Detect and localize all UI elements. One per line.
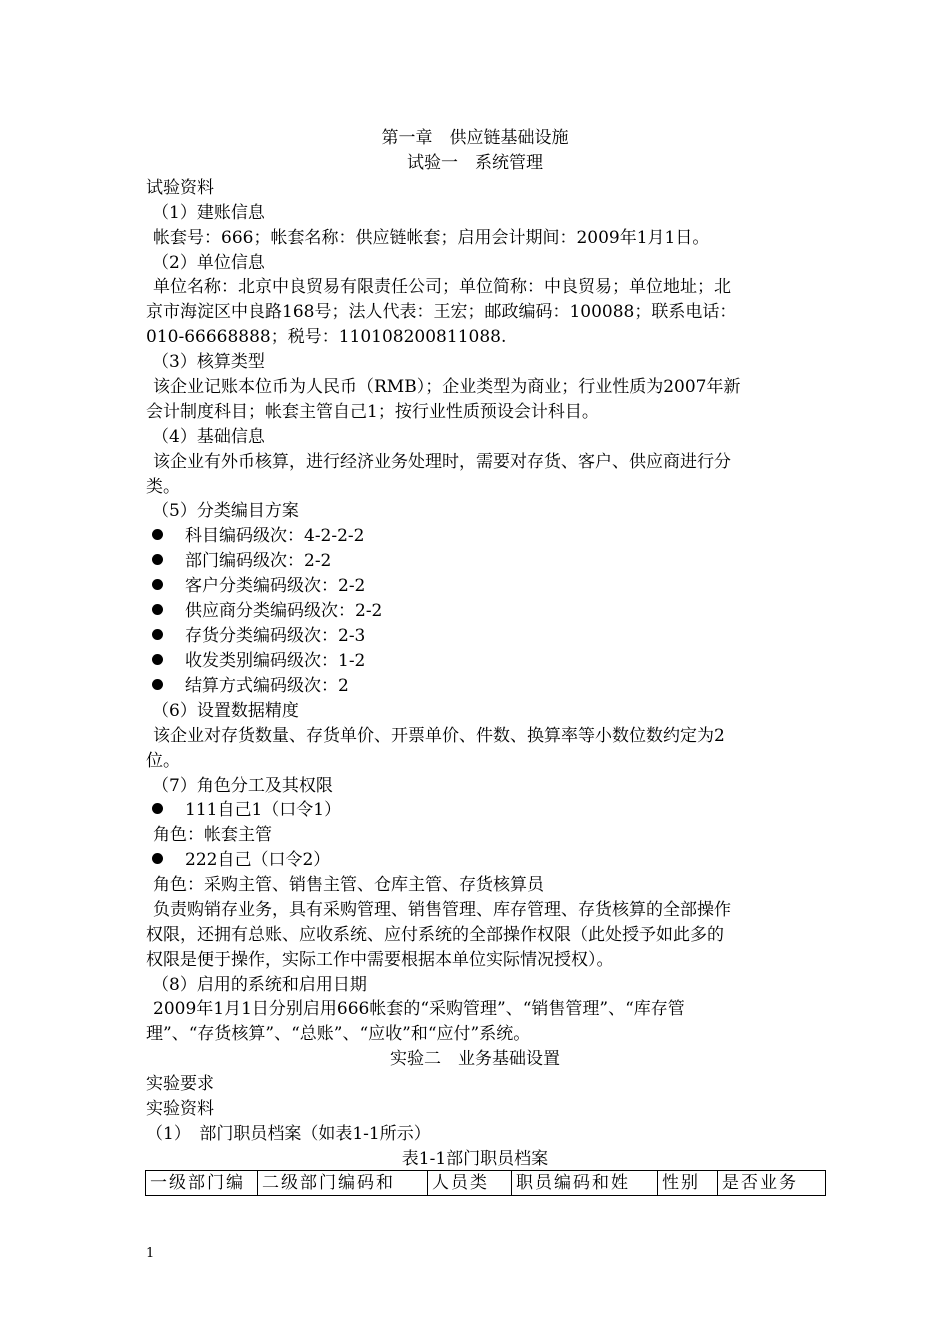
bullet-icon xyxy=(152,554,163,565)
section-1-text: 帐套号：666；帐套名称：供应链帐套；启用会计期间：2009年1月1日。 xyxy=(153,228,710,248)
bullet-icon xyxy=(152,629,163,640)
bullet-icon xyxy=(152,604,163,615)
section-2-text-line: 010-66668888；税号：110108200811088. xyxy=(146,327,507,347)
bullet-icon xyxy=(152,853,163,864)
experiment-2-requirements: 实验要求 xyxy=(146,1074,214,1094)
section-2-text-line: 京市海淀区中良路168号；法人代表：王宏；邮政编码：100088；联系电话： xyxy=(146,302,737,322)
experiment-1-title: 试验一 系统管理 xyxy=(407,153,543,173)
section-3-heading: （3）核算类型 xyxy=(152,352,265,372)
table-header-cell: 二级部门编码和 xyxy=(258,1171,428,1196)
section-4-text-line: 类。 xyxy=(146,477,180,497)
table-header-cell: 职员编码和姓 xyxy=(512,1171,658,1196)
experiment-2-label: 实验资料 xyxy=(146,1099,214,1119)
table-header-cell: 人员类 xyxy=(428,1171,512,1196)
list-item: 111自己1（口令1） xyxy=(152,798,341,822)
section-3-text-line: 该企业记账本位币为人民币（RMB）；企业类型为商业；行业性质为2007年新 xyxy=(153,377,741,397)
list-item: 供应商分类编码级次：2-2 xyxy=(152,599,382,623)
experiment-1-label: 试验资料 xyxy=(146,178,214,198)
table-header-cell: 性别 xyxy=(658,1171,718,1196)
section-3-text-line: 会计制度科目；帐套主管自己1；按行业性质预设会计科目。 xyxy=(146,402,599,422)
role-2: 角色：采购主管、销售主管、仓库主管、存货核算员 xyxy=(153,875,544,895)
table-header-cell: 一级部门编 xyxy=(146,1171,258,1196)
section-7-text-line: 权限是便于操作，实际工作中需要根据本单位实际情况授权）。 xyxy=(146,950,614,970)
section-5-heading: （5）分类编目方案 xyxy=(152,501,299,521)
chapter-title: 第一章 供应链基础设施 xyxy=(381,128,569,148)
bullet-icon xyxy=(152,654,163,665)
bullet-icon xyxy=(152,529,163,540)
section-2-text-line: 单位名称：北京中良贸易有限责任公司；单位简称：中良贸易；单位地址；北 xyxy=(153,277,731,297)
list-item: 结算方式编码级次：2 xyxy=(152,674,349,698)
table-caption: 表1-1部门职员档案 xyxy=(401,1149,549,1169)
section-8-text-line: 理”、“存货核算”、“总账”、“应收”和“应付”系统。 xyxy=(146,1024,531,1044)
table-intro: （1） 部门职员档案（如表1-1所示） xyxy=(146,1124,431,1144)
section-7-heading: （7）角色分工及其权限 xyxy=(152,776,333,796)
section-4-heading: （4）基础信息 xyxy=(152,427,265,447)
bullet-icon xyxy=(152,579,163,590)
section-2-heading: （2）单位信息 xyxy=(152,253,265,273)
list-item: 部门编码级次：2-2 xyxy=(152,549,331,573)
section-7-text-line: 负责购销存业务，具有采购管理、销售管理、库存管理、存货核算的全部操作 xyxy=(153,900,731,920)
section-8-heading: （8）启用的系统和启用日期 xyxy=(152,975,367,995)
section-4-text-line: 该企业有外币核算，进行经济业务处理时，需要对存货、客户、供应商进行分 xyxy=(153,452,731,472)
page-number: 1 xyxy=(146,1246,155,1261)
section-7-text-line: 权限，还拥有总账、应收系统、应付系统的全部操作权限（此处授予如此多的 xyxy=(146,925,724,945)
section-1-heading: （1）建账信息 xyxy=(152,203,265,223)
department-staff-table xyxy=(145,1170,826,1196)
bullet-icon xyxy=(152,679,163,690)
table-header-cell: 是否业务 xyxy=(718,1171,826,1196)
list-item: 收发类别编码级次：1-2 xyxy=(152,649,365,673)
section-6-text-line: 该企业对存货数量、存货单价、开票单价、件数、换算率等小数位数约定为2 xyxy=(153,726,725,746)
list-item: 客户分类编码级次：2-2 xyxy=(152,574,365,598)
role-1: 角色：帐套主管 xyxy=(153,825,272,845)
section-6-heading: （6）设置数据精度 xyxy=(152,701,299,721)
experiment-2-title: 实验二 业务基础设置 xyxy=(390,1049,560,1069)
table-header-row xyxy=(146,1171,826,1196)
bullet-icon xyxy=(152,803,163,814)
list-item: 科目编码级次：4-2-2-2 xyxy=(152,524,365,548)
list-item: 222自己（口令2） xyxy=(152,848,330,872)
section-8-text-line: 2009年1月1日分别启用666帐套的“采购管理”、“销售管理”、“库存管 xyxy=(153,999,685,1019)
section-6-text-line: 位。 xyxy=(146,751,180,771)
list-item: 存货分类编码级次：2-3 xyxy=(152,624,365,648)
